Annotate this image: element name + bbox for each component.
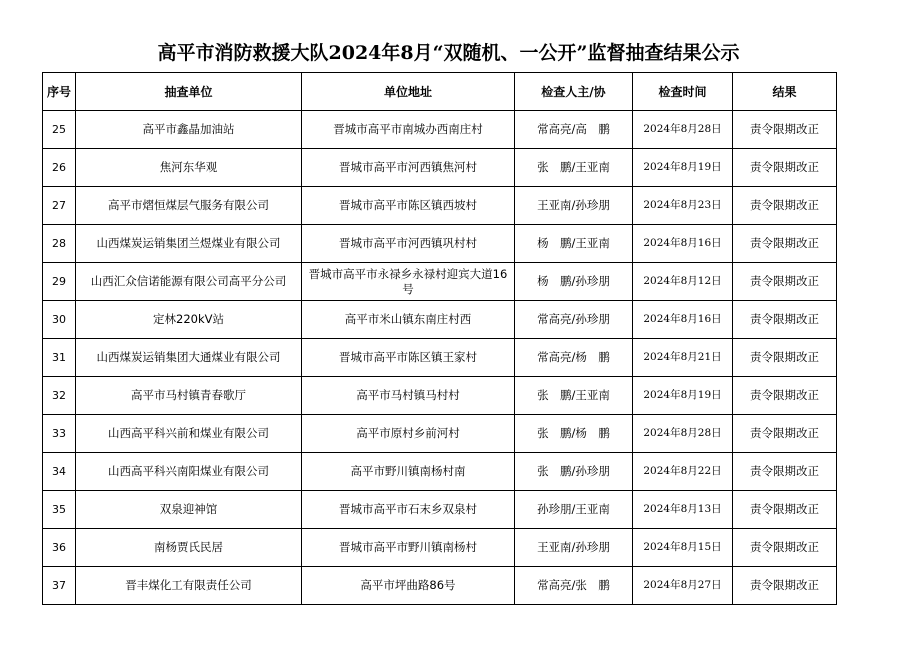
cell-unit: 山西高平科兴南阳煤业有限公司	[76, 453, 302, 491]
table-row	[43, 377, 837, 415]
cell-seq: 32	[43, 377, 76, 415]
cell-seq: 29	[43, 263, 76, 301]
cell-address: 晋城市高平市河西镇焦河村	[302, 149, 515, 187]
cell-result: 责令限期改正	[733, 149, 837, 187]
cell-date: 2024年8月16日	[633, 225, 733, 263]
cell-address: 晋城市高平市陈区镇王家村	[302, 339, 515, 377]
cell-date: 2024年8月23日	[633, 187, 733, 225]
inspection-results-table	[42, 72, 837, 605]
cell-inspectors: 常高亮/张 鹏	[515, 567, 633, 605]
header-address: 单位地址	[302, 73, 515, 111]
cell-inspectors: 王亚南/孙珍朋	[515, 529, 633, 567]
cell-seq: 26	[43, 149, 76, 187]
header-result: 结果	[733, 73, 837, 111]
cell-address: 晋城市高平市南城办西南庄村	[302, 111, 515, 149]
cell-date: 2024年8月15日	[633, 529, 733, 567]
table-row	[43, 415, 837, 453]
cell-result: 责令限期改正	[733, 187, 837, 225]
cell-unit: 焦河东华观	[76, 149, 302, 187]
cell-date: 2024年8月21日	[633, 339, 733, 377]
cell-address: 高平市米山镇东南庄村西	[302, 301, 515, 339]
cell-address: 高平市原村乡前河村	[302, 415, 515, 453]
table-row	[43, 491, 837, 529]
table-row	[43, 225, 837, 263]
table-row	[43, 529, 837, 567]
cell-inspectors: 杨 鹏/王亚南	[515, 225, 633, 263]
cell-date: 2024年8月13日	[633, 491, 733, 529]
cell-address: 晋城市高平市石末乡双泉村	[302, 491, 515, 529]
cell-unit: 山西煤炭运销集团大通煤业有限公司	[76, 339, 302, 377]
table-row	[43, 149, 837, 187]
header-date: 检查时间	[633, 73, 733, 111]
cell-result: 责令限期改正	[733, 529, 837, 567]
table-row	[43, 301, 837, 339]
table-row	[43, 187, 837, 225]
cell-date: 2024年8月19日	[633, 377, 733, 415]
cell-unit: 高平市马村镇青春歌厅	[76, 377, 302, 415]
cell-seq: 27	[43, 187, 76, 225]
cell-result: 责令限期改正	[733, 225, 837, 263]
cell-unit: 定林220kV站	[76, 301, 302, 339]
cell-inspectors: 杨 鹏/孙珍朋	[515, 263, 633, 301]
table-row	[43, 453, 837, 491]
cell-seq: 33	[43, 415, 76, 453]
cell-result: 责令限期改正	[733, 491, 837, 529]
cell-inspectors: 张 鹏/孙珍朋	[515, 453, 633, 491]
cell-seq: 31	[43, 339, 76, 377]
cell-seq: 35	[43, 491, 76, 529]
cell-inspectors: 张 鹏/王亚南	[515, 377, 633, 415]
cell-date: 2024年8月16日	[633, 301, 733, 339]
cell-inspectors: 张 鹏/杨 鹏	[515, 415, 633, 453]
cell-inspectors: 王亚南/孙珍朋	[515, 187, 633, 225]
header-inspectors: 检查人主/协	[515, 73, 633, 111]
cell-address: 晋城市高平市陈区镇西坡村	[302, 187, 515, 225]
cell-unit: 山西汇众信诺能源有限公司高平分公司	[76, 263, 302, 301]
cell-address: 晋城市高平市永禄乡永禄村迎宾大道16号	[302, 263, 515, 301]
cell-result: 责令限期改正	[733, 377, 837, 415]
cell-unit: 山西煤炭运销集团兰煜煤业有限公司	[76, 225, 302, 263]
cell-address: 高平市野川镇南杨村南	[302, 453, 515, 491]
cell-inspectors: 常高亮/杨 鹏	[515, 339, 633, 377]
cell-unit: 山西高平科兴前和煤业有限公司	[76, 415, 302, 453]
cell-address: 晋城市高平市野川镇南杨村	[302, 529, 515, 567]
cell-address: 高平市马村镇马村村	[302, 377, 515, 415]
table-row	[43, 263, 837, 301]
table-row	[43, 567, 837, 605]
cell-inspectors: 常高亮/高 鹏	[515, 111, 633, 149]
table-row	[43, 339, 837, 377]
table-row	[43, 111, 837, 149]
cell-inspectors: 常高亮/孙珍朋	[515, 301, 633, 339]
cell-date: 2024年8月28日	[633, 415, 733, 453]
cell-result: 责令限期改正	[733, 263, 837, 301]
cell-seq: 28	[43, 225, 76, 263]
cell-result: 责令限期改正	[733, 301, 837, 339]
cell-address: 晋城市高平市河西镇巩村村	[302, 225, 515, 263]
header-unit: 抽查单位	[76, 73, 302, 111]
cell-unit: 晋丰煤化工有限责任公司	[76, 567, 302, 605]
cell-date: 2024年8月22日	[633, 453, 733, 491]
cell-unit: 高平市熠恒煤层气服务有限公司	[76, 187, 302, 225]
cell-inspectors: 孙珍朋/王亚南	[515, 491, 633, 529]
cell-seq: 36	[43, 529, 76, 567]
cell-result: 责令限期改正	[733, 453, 837, 491]
cell-date: 2024年8月19日	[633, 149, 733, 187]
cell-seq: 37	[43, 567, 76, 605]
cell-unit: 南杨贾氏民居	[76, 529, 302, 567]
cell-result: 责令限期改正	[733, 339, 837, 377]
cell-seq: 30	[43, 301, 76, 339]
page-title: 高平市消防救援大队2024年8月“双随机、一公开”监督抽查结果公示	[157, 42, 740, 64]
cell-result: 责令限期改正	[733, 567, 837, 605]
cell-address: 高平市坪曲路86号	[302, 567, 515, 605]
cell-inspectors: 张 鹏/王亚南	[515, 149, 633, 187]
header-seq: 序号	[43, 73, 76, 111]
cell-unit: 高平市鑫晶加油站	[76, 111, 302, 149]
cell-date: 2024年8月27日	[633, 567, 733, 605]
cell-date: 2024年8月28日	[633, 111, 733, 149]
cell-result: 责令限期改正	[733, 415, 837, 453]
cell-date: 2024年8月12日	[633, 263, 733, 301]
table-header-row	[43, 73, 837, 111]
cell-seq: 34	[43, 453, 76, 491]
cell-unit: 双泉迎神馆	[76, 491, 302, 529]
cell-result: 责令限期改正	[733, 111, 837, 149]
cell-seq: 25	[43, 111, 76, 149]
